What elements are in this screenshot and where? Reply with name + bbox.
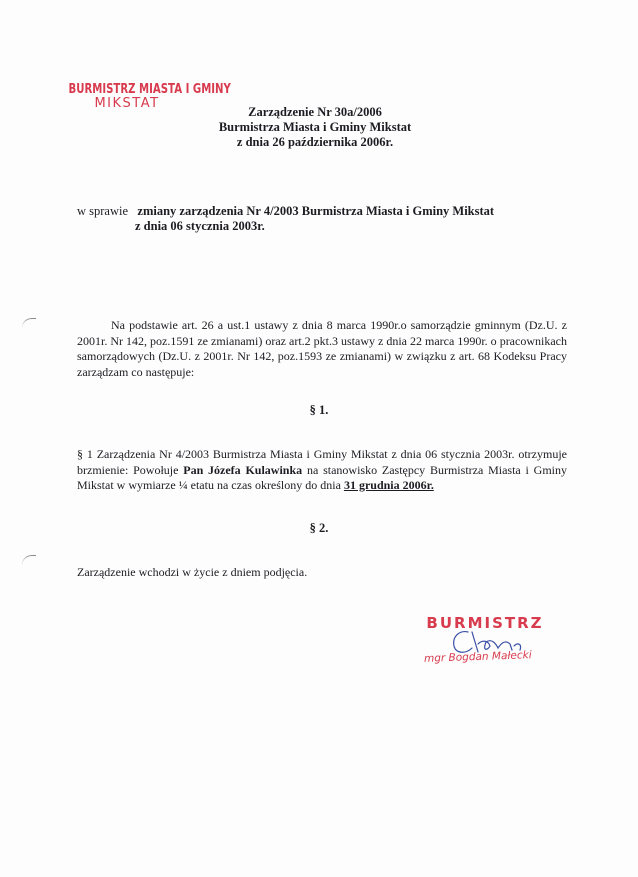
subject-line2: z dnia 06 stycznia 2003r. (135, 219, 265, 233)
ordinance-date: z dnia 26 października 2006r. (236, 135, 394, 149)
section-1-text-b: na stanowisko Zastępcy Burmistrza Miasta i Gminy Mikstat w wymiarze ¼ etatu na czas określony do dnia (77, 462, 567, 492)
signature-stamp (420, 614, 550, 665)
subject-line1: zmiany zarządzenia Nr 4/2003 Burmistrza Miasta i Gminy Mikstat (137, 204, 495, 218)
section-2-heading: § 2. (309, 521, 329, 535)
section-1-paragraph (77, 447, 567, 494)
preamble-paragraph: Na podstawie art. 26 a ust.1 ustawy z dnia 8 marca 1990r.o samorządzie gminnym (Dz.U. z 2001r. Nr 142, poz.1591 ze zmianami) oraz art.2 pkt.3 ustawy z dnia 22 marca 1990r. o pracownikach samorządowych (Dz.U. z 2001r. Nr 142, poz.1593 ze zmianami) w związku z art. 68 Kodeksu Pracy zarządzam co następuje: (77, 318, 567, 379)
ordinance-issuer: Burmistrza Miasta i Gminy Mikstat (218, 120, 412, 134)
signature-stamp-title: BURMISTRZ (426, 614, 544, 632)
section-2-paragraph: Zarządzenie wchodzi w życie z dniem podjęcia. (77, 565, 308, 579)
document-header (200, 105, 430, 150)
margin-mark (22, 318, 36, 329)
subject-block (77, 204, 577, 234)
section-1-text-a: § 1 Zarządzenia Nr 4/2003 Burmistrza Miasta i Gminy Mikstat z dnia 06 stycznia 2003r. otrzymuje brzmienie: Powołuje (77, 447, 567, 477)
signatory-name: mgr Bogdan Małecki (423, 649, 532, 665)
appointee-name: Pan Józefa Kulawinka (183, 462, 303, 477)
office-stamp-line1: BURMISTRZ MIASTA I GMINY (68, 82, 231, 97)
margin-mark (22, 555, 36, 566)
office-stamp-line2: MIKSTAT (94, 96, 160, 111)
subject-label: w sprawie (77, 204, 129, 218)
office-stamp (52, 82, 231, 111)
end-date: 31 grudnia 2006r. (343, 478, 434, 492)
section-1-heading: § 1. (309, 403, 329, 417)
ordinance-number: Zarządzenie Nr 30a/2006 (248, 105, 382, 119)
